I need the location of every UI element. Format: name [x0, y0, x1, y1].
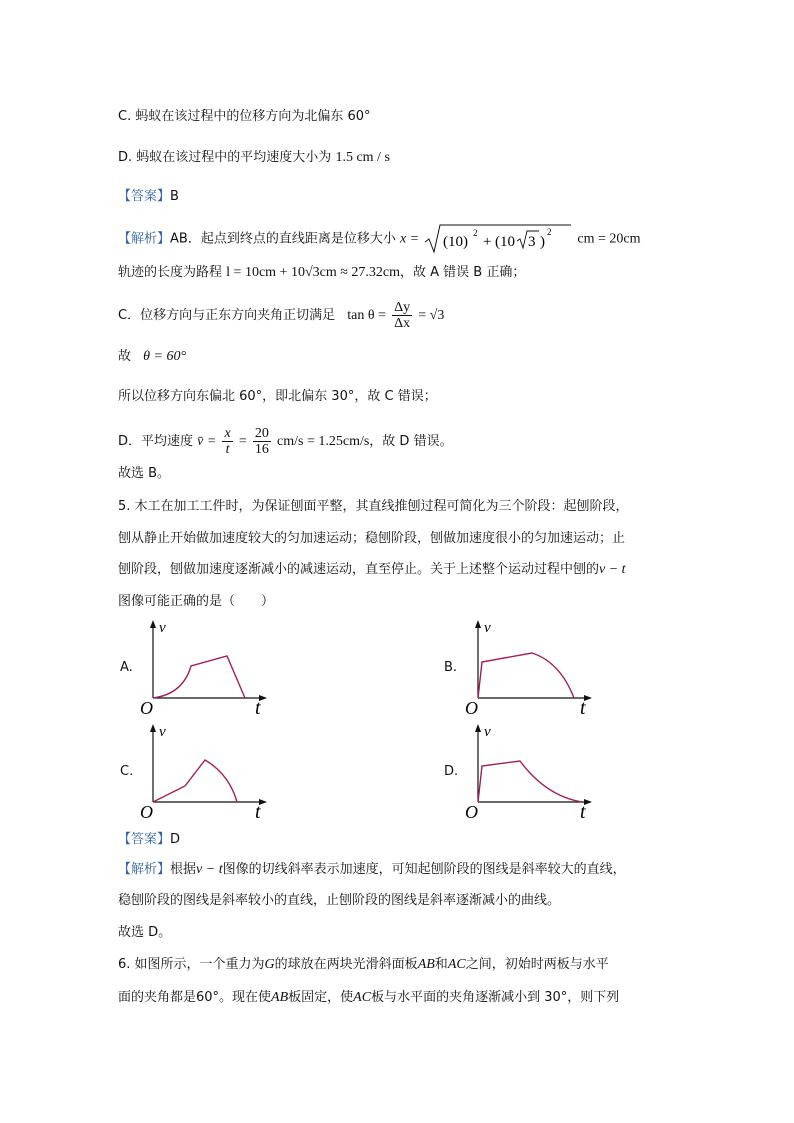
option-d-text: 蚂蚁在该过程中的平均速度大小为: [136, 150, 332, 165]
answer-5: [118, 830, 180, 850]
analysis-5-b: 图像的切线斜率表示加速度，可知起刨阶段的图线是斜率较大的直线，: [222, 862, 626, 877]
analysis-5-line-1: [118, 860, 626, 880]
q5-line-1: [118, 497, 629, 517]
q5-line-3: [118, 560, 626, 580]
d-fraction-1: [222, 426, 232, 457]
analysis-path: [118, 263, 525, 283]
c-formula-rhs: = √3: [418, 308, 445, 323]
graph-d-curve: [478, 761, 582, 802]
graph-d-axis-v: v: [484, 724, 491, 740]
graph-a: [135, 618, 275, 718]
analysis-5-a: 根据: [170, 862, 197, 877]
c-fraction: [392, 300, 412, 331]
option-c-label: C.: [118, 109, 132, 124]
c-intro: C．位移方向与正东方向夹角正切满足: [118, 308, 336, 323]
analysis-5-line-2: [118, 891, 560, 911]
q6-g: G: [264, 957, 275, 972]
svg-text:+: +: [483, 234, 492, 250]
analysis-5-tag: 【解析】: [118, 862, 171, 877]
analysis-c-conclusion: [118, 387, 437, 407]
q6-line-2: [118, 988, 619, 1008]
graph-d-label: D.: [444, 764, 459, 779]
graph-a-curve: [153, 656, 245, 698]
graph-b-label: B.: [444, 660, 458, 675]
graph-d: [460, 722, 600, 822]
svg-text:3: 3: [528, 234, 536, 250]
d-den-2: 16: [254, 442, 269, 457]
q5-stem-1: 5. 木工在加工工件时，为保证刨面平整，其直线推刨过程可简化为三个阶段：起刨阶段，: [118, 499, 629, 514]
answer-value: B: [170, 189, 179, 204]
final-5-text: 故选 D。: [118, 925, 172, 940]
svg-text:): ): [540, 234, 546, 250]
c-num: Δy: [394, 300, 411, 315]
analysis-c: [118, 300, 444, 331]
graph-c-axis-t: t: [255, 801, 261, 822]
graph-a-axis-t: t: [255, 697, 261, 718]
option-c: [118, 107, 371, 127]
graph-b-axis-v: v: [484, 620, 491, 636]
d-v: v̄ =: [197, 434, 217, 449]
option-c-text: 蚂蚁在该过程中的位移方向为北偏东 60°: [135, 109, 371, 124]
q6-a: 6. 如图所示，一个重力为: [118, 957, 265, 972]
graph-a-label: A.: [120, 660, 133, 675]
graph-b-origin: O: [465, 698, 478, 718]
d-num-1: x: [224, 426, 231, 441]
final-4-text: 故选 B。: [118, 466, 171, 481]
analysis-ab: [118, 222, 641, 256]
analysis-tag: 【解析】: [118, 231, 171, 247]
q6-line-1: [118, 955, 609, 975]
q6-ac: AC: [447, 957, 466, 972]
option-d-label: D.: [118, 150, 133, 165]
formula-x-lhs: x =: [399, 231, 420, 247]
graph-a-axis-v: v: [159, 620, 166, 636]
q6-l2-a: 面的夹角都是60°。现在使: [118, 990, 272, 1005]
path-formula: l = 10cm + 10√3cm ≈ 27.32cm: [226, 265, 401, 280]
option-d-value: 1.5 cm / s: [335, 150, 390, 165]
svg-text:2: 2: [547, 227, 552, 237]
q5-stem-3: 刨阶段，刨做加速度逐渐减小的减速运动，直至停止。关于上述整个运动过程中刨的: [118, 562, 600, 577]
q6-ab: AB: [417, 957, 435, 972]
c-formula-lhs: tan θ =: [347, 308, 386, 323]
analysis-5-vt: v − t: [196, 862, 223, 877]
option-d: [118, 148, 390, 168]
path-conclusion: ，故 A 错误 B 正确；: [400, 265, 526, 280]
d-den-1: t: [225, 442, 230, 457]
formula-x-rhs: cm = 20cm: [577, 231, 641, 247]
svg-text:(10: (10: [495, 234, 516, 250]
q5-vt: v − t: [599, 562, 626, 577]
q5-stem-2: 刨从静止开始做加速度较大的匀加速运动；稳刨阶段，刨做加速度很小的匀加速运动；止: [118, 531, 626, 546]
d-eq: =: [238, 434, 247, 449]
q6-b: 的球放在两块光滑斜面板: [274, 957, 418, 972]
answer-tag: 【答案】: [118, 189, 171, 204]
d-fraction-2: [253, 426, 271, 457]
svg-text:2: 2: [473, 228, 478, 238]
d-conclusion: ，故 D 错误。: [369, 434, 453, 449]
d-num-2: 20: [254, 426, 269, 441]
c-conclusion: 所以位移方向东偏北 60°，即北偏东 30°，故 C 错误；: [118, 389, 437, 404]
graph-c-label: C.: [120, 764, 134, 779]
answer-5-value: D: [170, 832, 181, 847]
final-answer-5: [118, 923, 171, 943]
so-label: 故: [118, 349, 132, 364]
graph-b-axis-t: t: [580, 697, 586, 718]
q6-l2-b: 板固定，使: [288, 990, 354, 1005]
q6-l2-ac: AC: [353, 990, 372, 1005]
path-text: 轨迹的长度为路程: [118, 265, 223, 280]
answer-4: [118, 187, 179, 207]
c-den: Δx: [394, 316, 411, 331]
answer-5-tag: 【答案】: [118, 832, 171, 847]
graph-b-curve: [478, 653, 574, 698]
graph-d-axis-t: t: [580, 801, 586, 822]
q5-stem-4: 图像可能正确的是（ ）: [118, 594, 275, 609]
analysis-d: [118, 426, 453, 457]
so-formula: θ = 60°: [143, 349, 187, 364]
svg-text:(10): (10): [443, 234, 469, 250]
graph-c-axis-v: v: [159, 724, 166, 740]
d-rhs: cm/s = 1.25cm/s: [277, 434, 370, 449]
graph-a-origin: O: [140, 698, 153, 718]
q6-l2-c: 板与水平面的夹角逐渐减小到 30°，则下列: [371, 990, 620, 1005]
graph-c-origin: O: [140, 802, 153, 822]
analysis-5-line2: 稳刨阶段的图线是斜率较小的直线，止刨阶段的图线是斜率逐渐减小的曲线。: [118, 893, 561, 908]
q6-c: 和: [434, 957, 448, 972]
analysis-theta: [118, 347, 186, 367]
q6-d: 之间，初始时两板与水平: [465, 957, 609, 972]
analysis-ab-intro: AB．起点到终点的直线距离是位移大小: [170, 231, 396, 247]
q5-line-2: [118, 529, 625, 549]
graph-c: [135, 722, 275, 822]
q6-l2-ab: AB: [271, 990, 289, 1005]
graph-b: [460, 618, 600, 718]
sqrt-formula: [423, 222, 573, 256]
graph-d-origin: O: [465, 802, 478, 822]
d-intro: D．平均速度: [118, 434, 194, 449]
graph-c-curve: [153, 760, 237, 802]
final-answer-4: [118, 464, 170, 484]
q5-line-4: [118, 592, 274, 612]
